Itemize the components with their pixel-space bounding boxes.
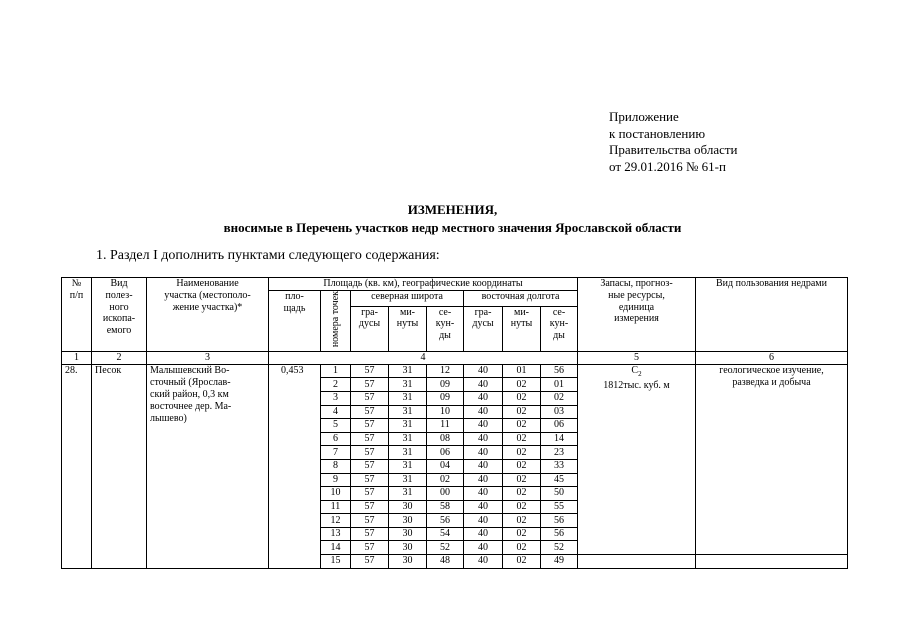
north-minutes: 30 [389, 555, 427, 569]
header-north-min [389, 306, 427, 351]
east-minutes: 02 [503, 446, 541, 460]
north-degrees: 57 [351, 487, 389, 501]
east-degrees: 40 [464, 500, 503, 514]
column-number: 3 [147, 351, 269, 364]
north-seconds: 54 [427, 527, 464, 541]
north-seconds: 48 [427, 555, 464, 569]
reserves-category [579, 365, 694, 380]
east-degrees: 40 [464, 419, 503, 433]
header-east-deg [464, 306, 503, 351]
east-seconds: 50 [541, 487, 578, 501]
header-text: нуты [396, 318, 419, 330]
header-text: ды [553, 330, 565, 342]
north-degrees: 57 [351, 541, 389, 555]
header-usage: Вид пользования недрами [696, 278, 848, 352]
header-text: пло- [285, 290, 304, 302]
east-degrees: 40 [464, 473, 503, 487]
point-number: 13 [321, 527, 351, 541]
north-seconds: 04 [427, 459, 464, 473]
north-degrees: 57 [351, 419, 389, 433]
east-seconds: 55 [541, 500, 578, 514]
appendix-block [609, 109, 738, 175]
north-seconds: 09 [427, 391, 464, 405]
header-text: дусы [472, 318, 494, 330]
north-degrees: 57 [351, 432, 389, 446]
north-minutes: 31 [389, 378, 427, 392]
north-seconds: 06 [427, 446, 464, 460]
header-text: Наименование [176, 278, 239, 289]
east-seconds: 03 [541, 405, 578, 419]
appendix-line: к постановлению [609, 125, 706, 141]
header-num [62, 278, 92, 352]
north-degrees: 57 [351, 405, 389, 419]
east-minutes: 02 [503, 378, 541, 392]
east-seconds: 33 [541, 459, 578, 473]
east-seconds: 14 [541, 432, 578, 446]
entry-name-line: лышево) [150, 412, 187, 424]
header-east-sec [541, 306, 578, 351]
east-minutes: 02 [503, 500, 541, 514]
column-number: 2 [92, 351, 147, 364]
north-degrees: 57 [351, 555, 389, 569]
header-text: ми- [513, 306, 529, 318]
north-minutes: 31 [389, 487, 427, 501]
reserves-category-subscript: 2 [638, 369, 642, 378]
entry-name-line: восточнее дер. Ма- [150, 400, 232, 412]
header-text: щадь [283, 302, 306, 314]
document-title: ИЗМЕНЕНИЯ, [407, 202, 498, 217]
header-text: Запасы, прогноз- [600, 278, 673, 289]
point-number: 4 [321, 405, 351, 419]
header-text: измерения [614, 313, 659, 325]
north-seconds: 52 [427, 541, 464, 555]
point-number: 3 [321, 391, 351, 405]
intro-paragraph: 1. Раздел I дополнить пунктами следующего содержания: [96, 248, 440, 263]
header-text: полез- [105, 289, 133, 301]
entry-usage [696, 364, 848, 554]
north-minutes: 31 [389, 446, 427, 460]
east-seconds: 56 [541, 364, 578, 378]
appendix-line: от 29.01.2016 № 61-п [609, 158, 726, 174]
header-text: дусы [358, 318, 381, 330]
north-minutes: 31 [389, 459, 427, 473]
header-text: се- [552, 306, 566, 318]
north-seconds: 58 [427, 500, 464, 514]
east-minutes: 02 [503, 432, 541, 446]
header-name [147, 278, 269, 352]
north-degrees: 57 [351, 446, 389, 460]
east-degrees: 40 [464, 527, 503, 541]
point-number: 12 [321, 514, 351, 528]
header-reserves [578, 278, 696, 352]
east-seconds: 56 [541, 514, 578, 528]
east-minutes: 02 [503, 527, 541, 541]
east-degrees: 40 [464, 446, 503, 460]
table-row [62, 364, 848, 378]
east-degrees: 40 [464, 459, 503, 473]
header-east-min [503, 306, 541, 351]
north-degrees: 57 [351, 514, 389, 528]
point-number: 6 [321, 432, 351, 446]
header-points [321, 290, 351, 351]
north-degrees: 57 [351, 459, 389, 473]
east-seconds: 06 [541, 419, 578, 433]
header-east: восточная долгота [464, 290, 578, 306]
document-subtitle: вносимые в Перечень участков недр местного значения Ярославской области [223, 220, 682, 235]
east-degrees: 40 [464, 405, 503, 419]
appendix-line: Правительства области [609, 142, 738, 157]
reserves-category-letter: С [631, 364, 639, 376]
north-seconds: 00 [427, 487, 464, 501]
east-degrees: 40 [464, 378, 503, 392]
header-row [62, 278, 848, 291]
header-text: се- [438, 306, 452, 318]
entry-usage-line: геологическое изучение, [719, 364, 824, 376]
north-minutes: 31 [389, 432, 427, 446]
entry-name-line: сточный (Ярослав- [150, 376, 231, 388]
header-north: северная широта [351, 290, 464, 306]
east-seconds: 45 [541, 473, 578, 487]
header-text: ного [109, 301, 129, 313]
east-degrees: 40 [464, 364, 503, 378]
column-number: 5 [578, 351, 696, 364]
entry-number: 28. [62, 364, 92, 568]
north-seconds: 09 [427, 378, 464, 392]
north-seconds: 10 [427, 405, 464, 419]
point-number: 8 [321, 459, 351, 473]
east-minutes: 02 [503, 555, 541, 569]
east-minutes: 02 [503, 405, 541, 419]
entry-usage-line: разведка и добыча [732, 376, 811, 388]
east-minutes: 02 [503, 391, 541, 405]
east-degrees: 40 [464, 432, 503, 446]
header-text: Вид [110, 278, 128, 289]
header-text: п/п [69, 289, 84, 301]
header-text: ды [439, 330, 451, 342]
north-minutes: 31 [389, 405, 427, 419]
east-minutes: 02 [503, 541, 541, 555]
header-text: ископа- [102, 313, 136, 325]
east-seconds: 49 [541, 555, 578, 569]
header-text: ми- [399, 306, 415, 318]
column-number: 6 [696, 351, 848, 364]
north-minutes: 31 [389, 473, 427, 487]
header-text: емого [106, 325, 132, 337]
east-degrees: 40 [464, 555, 503, 569]
point-number: 7 [321, 446, 351, 460]
north-seconds: 11 [427, 419, 464, 433]
header-north-sec [427, 306, 464, 351]
north-degrees: 57 [351, 527, 389, 541]
east-seconds: 52 [541, 541, 578, 555]
reserves-value: 1812тыс. куб. м [603, 379, 670, 391]
north-minutes: 30 [389, 527, 427, 541]
north-minutes: 31 [389, 364, 427, 378]
entry-name-line: ский район, 0,3 км [150, 388, 229, 400]
point-number: 11 [321, 500, 351, 514]
point-number: 5 [321, 419, 351, 433]
east-degrees: 40 [464, 487, 503, 501]
north-degrees: 57 [351, 391, 389, 405]
header-text: № [71, 278, 82, 289]
north-minutes: 30 [389, 500, 427, 514]
point-number: 9 [321, 473, 351, 487]
east-seconds: 02 [541, 391, 578, 405]
north-degrees: 57 [351, 364, 389, 378]
header-north-deg [351, 306, 389, 351]
appendix-line: Приложение [609, 109, 679, 124]
east-seconds: 23 [541, 446, 578, 460]
entry-name [147, 364, 269, 568]
header-text: гра- [474, 306, 492, 318]
entry-kind: Песок [92, 364, 147, 568]
point-number: 2 [321, 378, 351, 392]
east-degrees: 40 [464, 391, 503, 405]
north-seconds: 12 [427, 364, 464, 378]
header-text: кун- [435, 318, 455, 330]
header-area [269, 290, 321, 351]
header-text: ные ресурсы, [608, 289, 665, 301]
east-minutes: 02 [503, 487, 541, 501]
east-minutes: 02 [503, 514, 541, 528]
empty-cell [578, 555, 696, 569]
point-number: 15 [321, 555, 351, 569]
entry-area: 0,453 [269, 364, 321, 568]
empty-cell [696, 555, 848, 569]
north-minutes: 30 [389, 541, 427, 555]
entry-reserves [578, 364, 696, 554]
header-text: нуты [510, 318, 533, 330]
east-degrees: 40 [464, 541, 503, 555]
point-number: 14 [321, 541, 351, 555]
north-minutes: 31 [389, 419, 427, 433]
header-kind [92, 278, 147, 352]
east-minutes: 02 [503, 419, 541, 433]
east-minutes: 01 [503, 364, 541, 378]
north-degrees: 57 [351, 473, 389, 487]
point-number: 10 [321, 487, 351, 501]
header-text: гра- [361, 306, 378, 318]
column-number: 4 [269, 351, 578, 364]
north-seconds: 02 [427, 473, 464, 487]
east-seconds: 01 [541, 378, 578, 392]
north-seconds: 08 [427, 432, 464, 446]
entry-name-line: Малышевский Во- [150, 364, 230, 376]
east-degrees: 40 [464, 514, 503, 528]
header-area-coords: Площадь (кв. км), географические координаты [269, 278, 578, 291]
header-points-text: номера точек [330, 290, 341, 347]
header-text: кун- [549, 318, 569, 330]
east-seconds: 56 [541, 527, 578, 541]
header-text: жение участка)* [172, 301, 243, 313]
north-minutes: 30 [389, 514, 427, 528]
column-numbers-row [62, 351, 848, 364]
north-degrees: 57 [351, 378, 389, 392]
east-minutes: 02 [503, 473, 541, 487]
north-minutes: 31 [389, 391, 427, 405]
east-minutes: 02 [503, 459, 541, 473]
header-text: участка (местополо- [164, 289, 251, 301]
north-seconds: 56 [427, 514, 464, 528]
column-number: 1 [62, 351, 92, 364]
point-number: 1 [321, 364, 351, 378]
header-text: единица [618, 301, 655, 313]
north-degrees: 57 [351, 500, 389, 514]
subsoil-table [61, 277, 848, 569]
